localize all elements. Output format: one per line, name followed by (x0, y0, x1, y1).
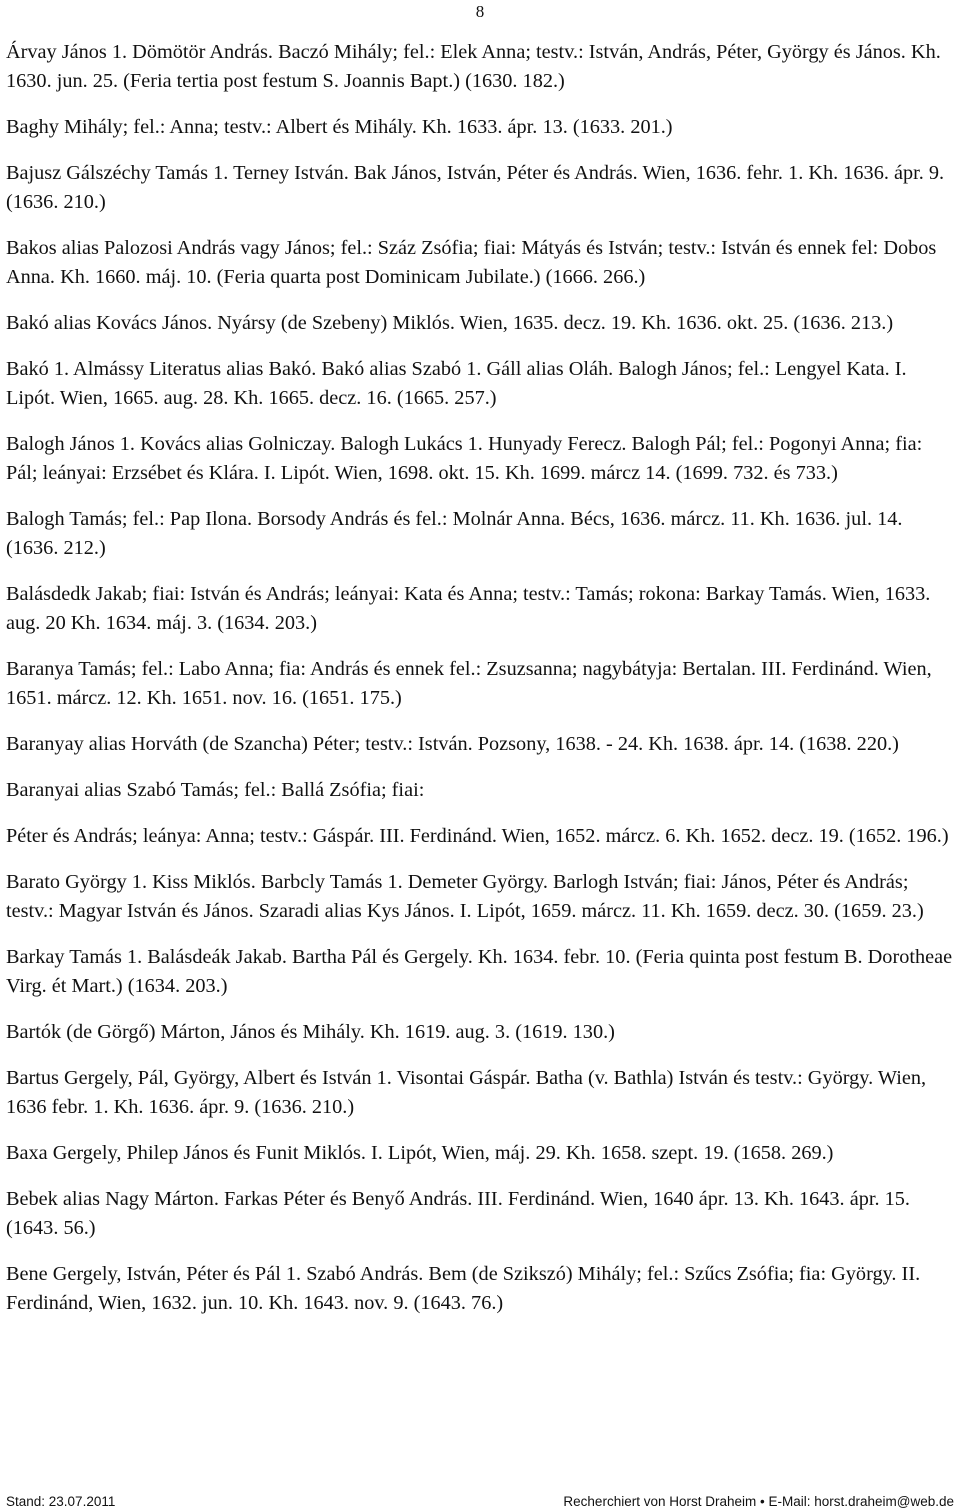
entry-barato-gyorgy: Barato György 1. Kiss Miklós. Barbcly Tamás 1. Demeter György. Barlogh István; fiai: János, Péter és András; testv.: Magyar István és János. Szaradi alias Kys János. I. Lipót, 1659. márcz. 11. Kh. 1659. decz. 30. (1659. 23.) (6, 871, 924, 922)
entry-baranyai-alias-szabo: Baranyai alias Szabó Tamás; fel.: Ballá Zsófia; fiai: (6, 779, 425, 801)
entry-bajusz-galszechy-tamas: Bajusz Gálszéchy Tamás 1. Terney István. Bak János, István, Péter és András. Wien, 1636. fehr. 1. Kh. 1636. ápr. 9. (1636. 210.) (6, 162, 945, 213)
entry-balasdedk-jakab: Balásdedk Jakab; fiai: István és András; leányai: Kata és Anna; testv.: Tamás; rokona: Barkay Tamás. Wien, 1633. aug. 20 Kh. 1634. máj. 3. (1634. 203.) (6, 583, 931, 634)
entry-baxa-gergely: Baxa Gergely, Philep János és Funit Miklós. I. Lipót, Wien, máj. 29. Kh. 1658. szept. 19. (1658. 269.) (6, 1142, 834, 1164)
footer-date: Stand: 23.07.2011 (6, 1494, 116, 1509)
entry-bako-alias-kovacs: Bakó alias Kovács János. Nyársy (de Szebeny) Miklós. Wien, 1635. decz. 19. Kh. 1636. okt. 25. (1636. 213.) (6, 312, 894, 334)
entry-baranyay-alias-horvath: Baranyay alias Horváth (de Szancha) Péter; testv.: István. Pozsony, 1638. - 24. Kh. 1638. ápr. 14. (1638. 220.) (6, 733, 899, 755)
entry-balogh-tamas: Balogh Tamás; fel.: Pap Ilona. Borsody András és fel.: Molnár Anna. Bécs, 1636. márcz. 11. Kh. 1636. jul. 14. (1636. 212.) (6, 508, 903, 559)
footer-credit: Recherchiert von Horst Draheim • E-Mail: horst.draheim@web.de (563, 1494, 954, 1509)
entry-bene-gergely: Bene Gergely, István, Péter és Pál 1. Szabó András. Bem (de Szikszó) Mihály; fel.: Szűcs Zsófia; fia: György. II. Ferdinánd, Wien, 1632. jun. 10. Kh. 1643. nov. 9. (1643. 76.) (6, 1263, 921, 1314)
entry-baranya-tamas: Baranya Tamás; fel.: Labo Anna; fia: András és ennek fel.: Zsuzsanna; nagybátyja: Bertalan. III. Ferdinánd. Wien, 1651. márcz. 12. Kh. 1651. nov. 16. (1651. 175.) (6, 658, 932, 709)
entry-bartok-marton: Bartók (de Görgő) Márton, János és Mihály. Kh. 1619. aug. 3. (1619. 130.) (6, 1021, 615, 1043)
entry-arvay-janos: Árvay János 1. Dömötör András. Baczó Mihály; fel.: Elek Anna; testv.: István, András, Péter, György és János. Kh. 1630. jun. 25. (Feria tertia post festum S. Joannis Bapt.) (1630. 182.) (6, 41, 941, 92)
entry-bakos-alias-palozosi: Bakos alias Palozosi András vagy János; fel.: Száz Zsófia; fiai: Mátyás és István; testv.: István és ennek fel: Dobos Anna. Kh. 1660. máj. 10. (Feria quarta post Dominicam Jubilate.) (1666. 266.) (6, 237, 937, 288)
entry-baranyai-continuation: Péter és András; leánya: Anna; testv.: Gáspár. III. Ferdinánd. Wien, 1652. márcz. 6. Kh. 1652. decz. 19. (1652. 196.) (6, 825, 949, 847)
entry-baghy-mihaly: Baghy Mihály; fel.: Anna; testv.: Albert és Mihály. Kh. 1633. ápr. 13. (1633. 201.) (6, 116, 673, 138)
page-number: 8 (475, 2, 485, 21)
entry-list (6, 38, 954, 1335)
entry-barkay-tamas: Barkay Tamás 1. Balásdeák Jakab. Bartha Pál és Gergely. Kh. 1634. febr. 10. (Feria quinta post festum B. Dorotheae Virg. ét Mart.) (1634. 203.) (6, 946, 953, 997)
entry-bebek-alias-nagy: Bebek alias Nagy Márton. Farkas Péter és Benyő András. III. Ferdinánd. Wien, 1640 ápr. 13. Kh. 1643. ápr. 15. (1643. 56.) (6, 1188, 910, 1239)
page-footer (6, 1492, 954, 1511)
entry-balogh-janos: Balogh János 1. Kovács alias Golniczay. Balogh Lukács 1. Hunyady Ferecz. Balogh Pál; fel.: Pogonyi Anna; fia: Pál; leányai: Erzsébet és Klára. I. Lipót. Wien, 1698. okt. 15. Kh. 1699. márcz 14. (1699. 732. és 733.) (6, 433, 923, 484)
entry-bartus-gergely: Bartus Gergely, Pál, György, Albert és István 1. Visontai Gáspár. Batha (v. Bathla) István és testv.: György. Wien, 1636 febr. 1. Kh. 1636. ápr. 9. (1636. 210.) (6, 1067, 927, 1118)
entry-bako: Bakó 1. Almássy Literatus alias Bakó. Bakó alias Szabó 1. Gáll alias Oláh. Balogh János; fel.: Lengyel Kata. I. Lipót. Wien, 1665. aug. 28. Kh. 1665. decz. 16. (1665. 257.) (6, 358, 907, 409)
